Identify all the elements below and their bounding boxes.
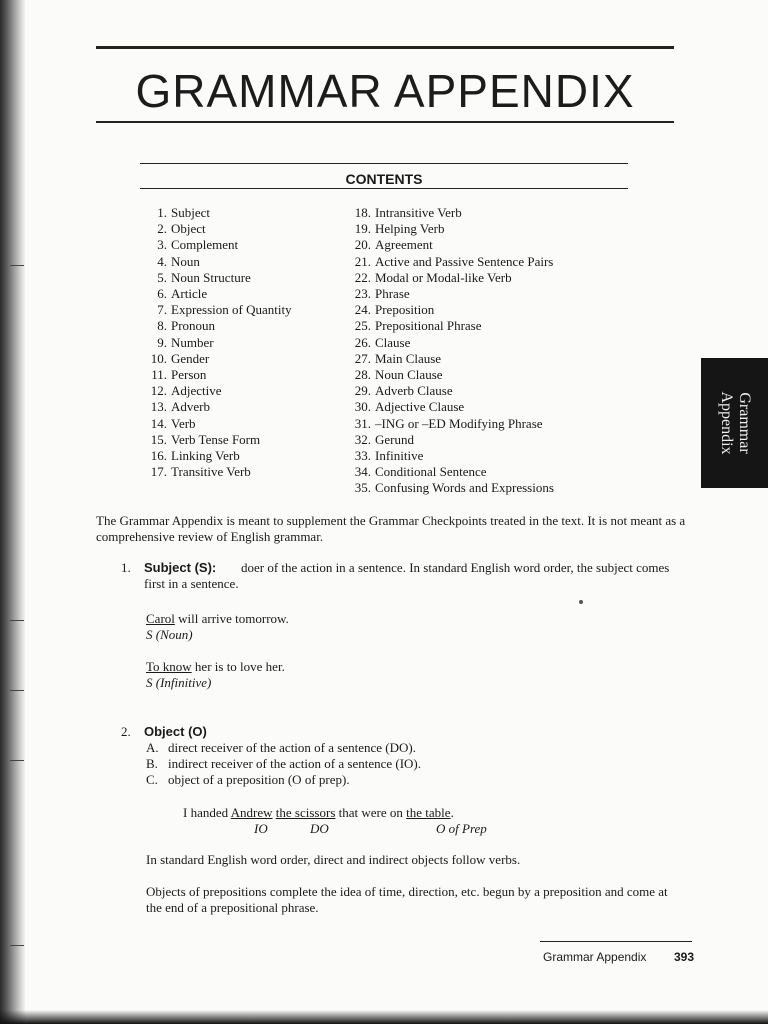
toc-item-label: Noun Clause [375, 367, 443, 383]
example-2-subject: To know [146, 659, 192, 674]
toc-item-label: Subject [171, 205, 210, 220]
toc-item-label: Article [171, 286, 208, 302]
toc-item [140, 464, 340, 480]
toc-item-label: Verb Tense Form [171, 431, 261, 447]
toc-item-number: 7. [157, 302, 167, 318]
toc-item [140, 205, 340, 221]
object-type-letter: C. [146, 772, 158, 787]
toc-item-label: Main Clause [375, 350, 442, 366]
scan-edge-shadow [0, 0, 26, 1024]
toc-item [340, 367, 640, 383]
toc-item [340, 464, 640, 480]
toc-item [340, 237, 640, 253]
toc-item-number: 33. [354, 448, 371, 464]
toc-item-label: Prepositional Phrase [375, 318, 482, 334]
toc-item [340, 302, 640, 318]
toc-item-label: –ING or –ED Modifying Phrase [375, 415, 543, 431]
toc-item-label: Gerund [375, 431, 414, 447]
toc-item [140, 399, 340, 415]
toc-item-number: 4. [157, 253, 167, 269]
object-type-text: indirect receiver of the action of a sentence (IO). [168, 756, 422, 771]
toc-item-label: Noun [171, 253, 200, 269]
ex-text-3: that were on [335, 805, 407, 820]
toc-item-number: 35. [354, 480, 371, 496]
ex-direct-object: the scissors [275, 805, 336, 820]
toc-item-number: 2. [157, 221, 167, 237]
toc-item [340, 205, 640, 221]
toc-item-number: 26. [354, 334, 371, 350]
toc-item [340, 383, 640, 399]
object-type-item [146, 756, 421, 772]
entry-2-sublist [146, 740, 421, 788]
toc-item [340, 221, 640, 237]
toc-item-label: Confusing Words and Expressions [375, 480, 554, 496]
toc-item [340, 480, 640, 496]
object-type-text: object of a preposition (O of prep). [168, 772, 350, 787]
toc-item-number: 16. [150, 448, 167, 464]
toc-item-label: Person [171, 367, 207, 383]
scan-speck [579, 600, 583, 604]
toc-item-label: Adverb [171, 399, 210, 415]
toc-item-number: 19. [354, 221, 371, 237]
toc-item-number: 1. [157, 205, 167, 220]
toc-item-label: Gender [171, 350, 210, 366]
toc-item [140, 270, 340, 286]
toc-item-label: Helping Verb [375, 221, 445, 237]
entry-1-example-2 [146, 659, 285, 675]
footer-rule [540, 941, 692, 942]
example-1-rest: will arrive tomorrow. [174, 611, 289, 626]
scan-bottom-shadow [0, 1010, 768, 1024]
label-io: IO [254, 821, 268, 836]
toc-item-label: Verb [171, 415, 196, 431]
toc-item-label: Phrase [375, 286, 410, 302]
entry-1-example-1-note: S (Noun) [146, 627, 193, 642]
toc-left-column [140, 205, 340, 480]
toc-item [340, 318, 640, 334]
toc-item-number: 31. [354, 415, 371, 431]
ex-indirect-object: Andrew [230, 805, 273, 820]
entry-2-paragraph-2: Objects of prepositions complete the idea of time, direction, etc. begun by a preposition and come at the end of a prepositional phrase. [146, 884, 668, 915]
page-title: GRAMMAR APPENDIX [135, 65, 635, 117]
toc-item [340, 335, 640, 351]
toc-item-number: 21. [354, 253, 371, 269]
toc-item-number: 24. [354, 302, 371, 318]
contents-heading: CONTENTS [345, 171, 423, 187]
toc-item-label: Linking Verb [171, 448, 240, 464]
toc-item [140, 221, 340, 237]
toc-item [340, 416, 640, 432]
page-number: 393 [674, 950, 695, 964]
ex-text-1: I handed [183, 805, 231, 820]
contents-rule-top [140, 163, 628, 164]
toc-item [140, 351, 340, 367]
toc-item-label: Complement [171, 237, 239, 253]
toc-item-number: 18. [354, 205, 371, 220]
object-type-item [146, 740, 421, 756]
toc-item [340, 448, 640, 464]
toc-item-label: Adjective [171, 383, 222, 399]
toc-item-number: 22. [354, 269, 371, 285]
section-tab-label [717, 391, 753, 454]
entry-2-paragraph-1: In standard English word order, direct and indirect objects follow verbs. [146, 852, 521, 867]
object-type-letter: A. [146, 740, 159, 755]
toc-item-number: 32. [354, 431, 371, 447]
toc-item-number: 29. [354, 383, 371, 399]
toc-item-label: Adjective Clause [375, 399, 465, 415]
toc-item-number: 20. [354, 237, 371, 253]
toc-item-number: 28. [354, 367, 371, 383]
toc-item-number: 23. [354, 286, 371, 302]
toc-item-label: Clause [375, 334, 411, 350]
toc-item-label: Preposition [375, 302, 435, 318]
title-rule-top [96, 46, 674, 49]
toc-item-label: Infinitive [375, 448, 424, 464]
toc-item-number: 5. [157, 269, 167, 285]
toc-item [340, 286, 640, 302]
toc-item [140, 383, 340, 399]
toc-item [140, 416, 340, 432]
toc-item [140, 237, 340, 253]
toc-item-number: 9. [157, 334, 167, 350]
toc-item [140, 318, 340, 334]
contents-rule-bottom [140, 188, 628, 189]
toc-item-number: 3. [157, 237, 167, 253]
toc-item [340, 254, 640, 270]
toc-item [140, 432, 340, 448]
toc-item [340, 399, 640, 415]
toc-item-label: Pronoun [171, 318, 216, 334]
toc-item-number: 13. [150, 399, 167, 415]
intro-paragraph: The Grammar Appendix is meant to supplement the Grammar Checkpoints treated in the text. It is not meant as a comprehensive review of English grammar. [96, 513, 686, 544]
toc-item-number: 15. [150, 431, 167, 447]
toc-item [340, 351, 640, 367]
toc-item-number: 12. [150, 383, 167, 399]
toc-item-number: 25. [354, 318, 371, 334]
toc-item-label: Transitive Verb [171, 464, 251, 480]
toc-item-label: Intransitive Verb [375, 205, 462, 220]
section-tab [701, 358, 768, 488]
toc-item [140, 254, 340, 270]
toc-item-label: Active and Passive Sentence Pairs [375, 253, 554, 269]
toc-item-label: Number [171, 334, 214, 350]
label-do: DO [310, 821, 329, 836]
title-rule-bottom [96, 121, 674, 123]
toc-item-label: Agreement [375, 237, 433, 253]
toc-item-number: 30. [354, 399, 371, 415]
entry-1-example-2-note: S (Infinitive) [146, 675, 212, 690]
toc-item [140, 302, 340, 318]
entry-1-title: Subject (S): [144, 560, 217, 575]
toc-item-label: Noun Structure [171, 269, 251, 285]
toc-item-number: 6. [157, 286, 167, 302]
entry-2-number: 2. [121, 724, 131, 739]
toc-item-number: 34. [354, 464, 371, 480]
toc-item [340, 432, 640, 448]
toc-item-label: Conditional Sentence [375, 464, 487, 480]
entry-2-example [183, 805, 454, 821]
toc-item [140, 286, 340, 302]
toc-item [340, 270, 640, 286]
entry-2-title: Object (O) [144, 724, 207, 739]
example-1-subject: Carol [146, 611, 175, 626]
toc-item [140, 448, 340, 464]
toc-item [140, 367, 340, 383]
entry-1-example-1 [146, 611, 289, 627]
toc-item-number: 10. [150, 350, 167, 366]
ex-prep-object: the table [406, 805, 451, 820]
toc-right-column [340, 205, 640, 497]
example-2-rest: her is to love her. [191, 659, 285, 674]
section-tab-line2: Appendix [717, 391, 735, 455]
toc-item-label: Expression of Quantity [171, 302, 292, 318]
toc-item-number: 14. [150, 415, 167, 431]
entry-1-body-text: doer of the action in a sentence. In standard English word order, the subject comes first in a sentence. [144, 560, 670, 591]
footer-label: Grammar Appendix [543, 950, 647, 964]
object-type-letter: B. [146, 756, 158, 771]
entry-1-number: 1. [121, 560, 131, 575]
object-type-item [146, 772, 421, 788]
toc-item-label: Object [171, 221, 206, 237]
toc-item-number: 27. [354, 350, 371, 366]
label-o-of-prep: O of Prep [436, 821, 487, 836]
toc-item-number: 11. [151, 367, 167, 383]
toc-item [140, 335, 340, 351]
toc-item-number: 17. [150, 464, 167, 480]
toc-item-label: Modal or Modal-like Verb [375, 269, 512, 285]
toc-item-number: 8. [157, 318, 167, 334]
toc-item-label: Adverb Clause [375, 383, 453, 399]
ex-text-4: . [450, 805, 454, 820]
section-tab-line1: Grammar [735, 392, 753, 454]
object-type-text: direct receiver of the action of a sentence (DO). [168, 740, 416, 755]
entry-1-body [144, 560, 684, 592]
